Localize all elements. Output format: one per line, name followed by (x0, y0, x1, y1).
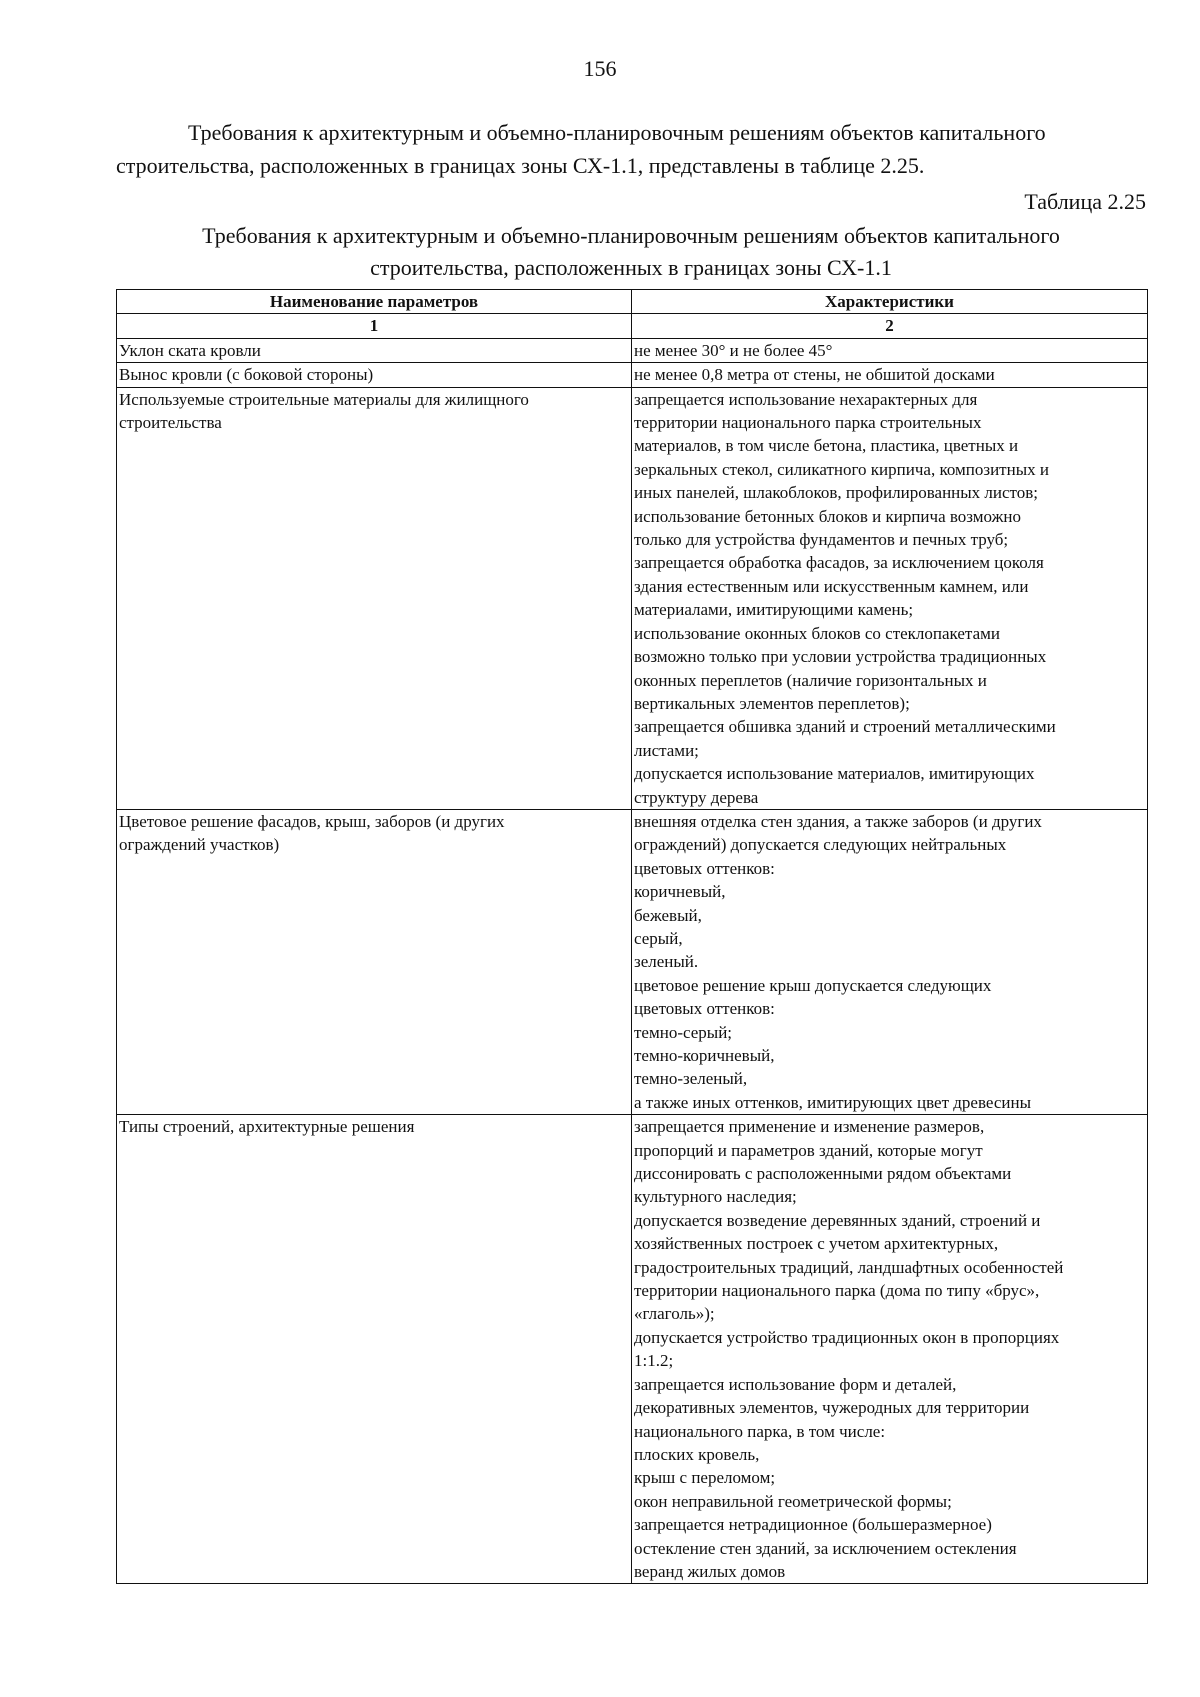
characteristics-line: пропорций и параметров зданий, которые могут (634, 1140, 983, 1160)
column-header-parameters: Наименование параметров (117, 290, 632, 314)
intro-line-2: строительства, расположенных в границах зоны СХ-1.1, представлены в таблице 2.25. (116, 153, 925, 178)
characteristics-line: оконных переплетов (наличие горизонтальных и (634, 670, 987, 690)
characteristics-line: 1:1.2; (634, 1351, 674, 1371)
intro-line-1: Требования к архитектурным и объемно-планировочным решениям объектов капитального (188, 120, 1046, 145)
characteristics-line: структуру дерева (634, 787, 759, 807)
parameter-name-line: Используемые строительные материалы для жилищного (119, 389, 529, 409)
parameter-name-line: строительства (119, 413, 222, 433)
table-caption-line-1: Требования к архитектурным и объемно-планировочным решениям объектов капитального (202, 223, 1060, 248)
characteristics-line: темно-зеленый, (634, 1069, 748, 1089)
parameter-name-cell (117, 363, 632, 387)
parameter-name-line: Типы строений, архитектурные решения (119, 1117, 415, 1137)
characteristics-line: крыш с переломом; (634, 1468, 776, 1488)
characteristics-cell (632, 387, 1148, 809)
characteristics-line: серый, (634, 928, 683, 948)
parameter-name-line: Вынос кровли (с боковой стороны) (119, 365, 374, 385)
characteristics-line: не менее 0,8 метра от стены, не обшитой досками (634, 365, 995, 385)
characteristics-line: запрещается использование форм и деталей, (634, 1374, 957, 1394)
characteristics-line: ограждений) допускается следующих нейтральных (634, 835, 1007, 855)
characteristics-line: материалов, в том числе бетона, пластика, цветных и (634, 436, 1019, 456)
characteristics-line: бежевый, (634, 905, 702, 925)
characteristics-line: запрещается обработка фасадов, за исключением цоколя (634, 553, 1044, 573)
characteristics-line: территории национального парка (дома по типу «брус», (634, 1281, 1040, 1301)
characteristics-line: диссонировать с расположенными рядом объектами (634, 1164, 1012, 1184)
characteristics-line: плоских кровель, (634, 1444, 760, 1464)
parameter-name-line: ограждений участков) (119, 835, 280, 855)
characteristics-line: национального парка, в том числе: (634, 1421, 886, 1441)
parameter-name-line: Цветовое решение фасадов, крыш, заборов (и других (119, 811, 505, 831)
characteristics-cell (632, 363, 1148, 387)
characteristics-cell (632, 1115, 1148, 1584)
characteristics-line: цветовых оттенков: (634, 858, 775, 878)
characteristics-line: а также иных оттенков, имитирующих цвет древесины (634, 1092, 1032, 1112)
characteristics-line: зеленый. (634, 952, 699, 972)
characteristics-line: использование оконных блоков со стеклопакетами (634, 623, 1000, 643)
characteristics-line: листами; (634, 740, 699, 760)
table-label: Таблица 2.25 (1024, 189, 1146, 214)
characteristics-line: не менее 30° и не более 45° (634, 340, 833, 360)
characteristics-cell (632, 809, 1148, 1114)
characteristics-line: внешняя отделка стен здания, а также заборов (и других (634, 811, 1042, 831)
characteristics-line: цветовых оттенков: (634, 999, 775, 1019)
characteristics-line: цветовое решение крыш допускается следующих (634, 975, 992, 995)
characteristics-line: темно-коричневый, (634, 1046, 775, 1065)
characteristics-line: допускается возведение деревянных зданий, строений и (634, 1210, 1041, 1230)
characteristics-line: «глаголь»); (634, 1304, 715, 1324)
characteristics-line: возможно только при условии устройства традиционных (634, 647, 1047, 667)
characteristics-line: окон неправильной геометрической формы; (634, 1491, 952, 1511)
characteristics-cell (632, 338, 1148, 362)
table-row (117, 1115, 1148, 1584)
characteristics-line: запрещается обшивка зданий и строений металлическими (634, 717, 1056, 737)
intro-paragraph (116, 116, 1146, 182)
characteristics-line: материалами, имитирующими камень; (634, 600, 914, 620)
characteristics-line: иных панелей, шлакоблоков, профилированных листов; (634, 483, 1039, 503)
characteristics-line: здания естественным или искусственным камнем, или (634, 576, 1029, 596)
characteristics-line: запрещается нетрадиционное (большеразмерное) (634, 1515, 992, 1535)
table-caption-line-2: строительства, расположенных в границах зоны СХ-1.1 (370, 255, 892, 280)
characteristics-line: территории национального парка строительных (634, 413, 982, 433)
characteristics-line: культурного наследия; (634, 1187, 797, 1207)
column-number-1: 1 (117, 314, 632, 338)
parameter-name-cell (117, 338, 632, 362)
characteristics-line: зеркальных стекол, силикатного кирпича, композитных и (634, 459, 1049, 479)
parameter-name-cell (117, 809, 632, 1114)
table-row (117, 387, 1148, 809)
characteristics-line: запрещается применение и изменение размеров, (634, 1117, 985, 1137)
table-body (117, 338, 1148, 1584)
characteristics-line: запрещается использование нехарактерных для (634, 389, 978, 409)
table-header-row (117, 290, 1148, 314)
parameter-name-line: Уклон ската кровли (119, 340, 261, 360)
characteristics-line: остекление стен зданий, за исключением остекления (634, 1538, 1017, 1558)
table-row (117, 338, 1148, 362)
characteristics-line: декоративных элементов, чужеродных для территории (634, 1398, 1030, 1418)
characteristics-line: допускается устройство традиционных окон в пропорциях (634, 1327, 1060, 1347)
characteristics-line: использование бетонных блоков и кирпича возможно (634, 506, 1021, 526)
characteristics-line: градостроительных традиций, ландшафтных особенностей (634, 1257, 1064, 1277)
column-header-characteristics: Характеристики (632, 290, 1148, 314)
characteristics-line: хозяйственных построек с учетом архитектурных, (634, 1234, 999, 1254)
page-number: 156 (583, 56, 617, 81)
parameter-name-cell (117, 1115, 632, 1584)
characteristics-line: вертикальных элементов переплетов); (634, 693, 910, 713)
table-row (117, 809, 1148, 1114)
characteristics-line: темно-серый; (634, 1022, 733, 1042)
characteristics-line: веранд жилых домов (634, 1561, 786, 1581)
table-caption (116, 220, 1146, 284)
characteristics-line: коричневый, (634, 882, 726, 902)
table-row (117, 363, 1148, 387)
column-number-2: 2 (632, 314, 1148, 338)
parameter-name-cell (117, 387, 632, 809)
characteristics-line: только для устройства фундаментов и печных труб; (634, 530, 1009, 550)
characteristics-line: допускается использование материалов, имитирующих (634, 764, 1035, 784)
requirements-table (116, 289, 1148, 1584)
table-number-row (117, 314, 1148, 338)
